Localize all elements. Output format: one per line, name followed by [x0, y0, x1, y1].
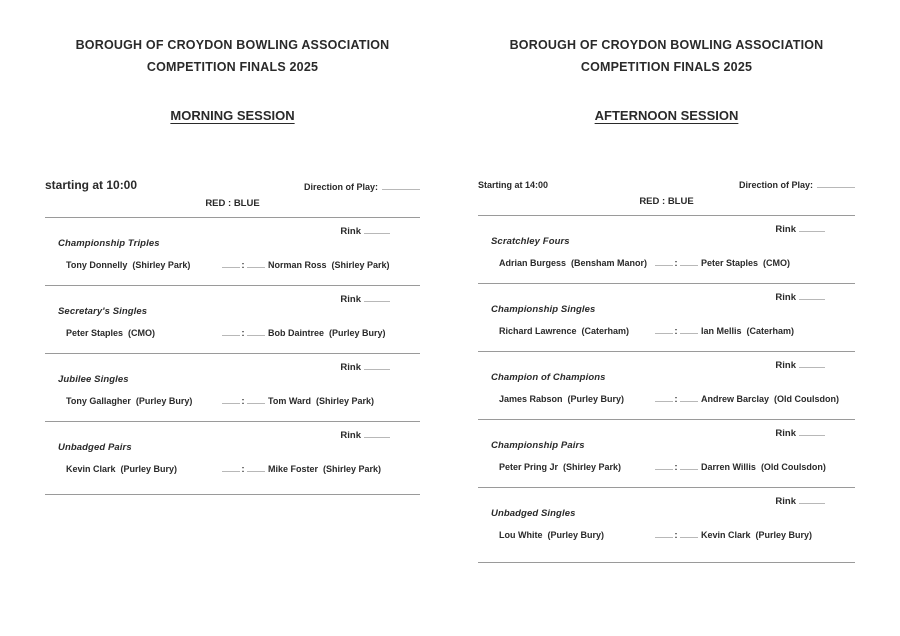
blue-score-fill-line: [680, 257, 698, 266]
rink-label: Rink: [775, 224, 796, 235]
score-entry: [218, 463, 268, 474]
red-player-name: Peter Pring Jr: [499, 462, 559, 472]
red-player-club: (Shirley Park): [563, 462, 622, 472]
red-player: [499, 258, 651, 268]
blue-player-club: (Old Coulsdon): [774, 394, 840, 404]
match-section: [45, 422, 420, 495]
red-score-fill-line: [655, 529, 673, 538]
rink-row: [478, 291, 855, 303]
rink-fill-line: [364, 293, 390, 302]
blue-player-name: Tom Ward: [268, 396, 311, 406]
starting-time: Starting at 14:00: [478, 180, 549, 190]
rink-label: Rink: [775, 428, 796, 439]
blue-player-club: (Purley Bury): [329, 328, 386, 338]
blue-player: [268, 396, 420, 406]
red-score-fill-line: [222, 327, 240, 336]
competition-name: Jubilee Singles: [58, 374, 129, 385]
red-score-fill-line: [655, 461, 673, 470]
score-colon: :: [674, 326, 678, 336]
blue-player: [701, 394, 855, 404]
direction-of-play: [739, 179, 855, 190]
direction-fill-line: [817, 179, 855, 188]
blue-score-fill-line: [247, 327, 265, 336]
score-header: RED : BLUE: [639, 196, 694, 207]
score-colon: :: [674, 258, 678, 268]
players-row: [478, 393, 855, 404]
blue-score-fill-line: [680, 529, 698, 538]
rink-row: [45, 225, 420, 237]
rink-fill-line: [364, 361, 390, 370]
red-score-fill-line: [222, 259, 240, 268]
red-player-name: Tony Donnelly: [66, 260, 128, 270]
rink-label: Rink: [340, 362, 361, 373]
page-title: [45, 34, 420, 78]
score-entry: [651, 529, 701, 540]
score-header: RED : BLUE: [205, 198, 260, 209]
blue-player: [701, 530, 855, 540]
blue-player: [701, 326, 855, 336]
rink-row: [478, 223, 855, 235]
competition-name: Unbadged Singles: [491, 508, 576, 519]
match-section: [478, 352, 855, 420]
red-player-club: (Purley Bury): [135, 396, 193, 406]
players-row: [478, 257, 855, 268]
red-player-name: Peter Staples: [66, 328, 124, 338]
blue-score-fill-line: [247, 463, 265, 472]
blue-player-club: (Shirley Park): [331, 260, 390, 270]
blue-player-club: (Purley Bury): [755, 530, 813, 540]
blue-score-fill-line: [680, 393, 698, 402]
blue-score-fill-line: [680, 325, 698, 334]
title-line2: COMPETITION FINALS 2025: [146, 60, 319, 74]
match-section: [478, 488, 855, 563]
blue-player-name: Darren Willis: [701, 462, 756, 472]
red-score-fill-line: [222, 463, 240, 472]
rink-row: [45, 429, 420, 441]
blue-player: [268, 260, 420, 270]
direction-of-play: [304, 181, 420, 192]
players-row: [478, 529, 855, 540]
rink-row: [478, 359, 855, 371]
red-player: [499, 530, 651, 540]
competition-name: Championship Singles: [491, 304, 596, 315]
red-player-club: (CMO): [128, 328, 156, 338]
rink-row: [45, 361, 420, 373]
blue-score-fill-line: [247, 395, 265, 404]
rink-fill-line: [799, 223, 825, 232]
score-colon: :: [241, 464, 245, 474]
red-player-name: Lou White: [499, 530, 543, 540]
session-info-row: [478, 179, 855, 190]
competition-name: Championship Pairs: [491, 440, 585, 451]
blue-player-club: (Caterham): [746, 326, 795, 336]
score-colon: :: [241, 260, 245, 270]
direction-label: Direction of Play:: [303, 182, 378, 192]
rink-row: [478, 427, 855, 439]
blue-score-fill-line: [680, 461, 698, 470]
score-colon: :: [674, 462, 678, 472]
blue-player-name: Ian Mellis: [701, 326, 742, 336]
blue-player-name: Norman Ross: [268, 260, 327, 270]
players-row: [478, 461, 855, 472]
competition-name: Championship Triples: [58, 238, 160, 249]
red-player-name: Adrian Burgess: [499, 258, 567, 268]
page-title: [478, 34, 855, 78]
score-colon: :: [241, 328, 245, 338]
score-entry: [651, 325, 701, 336]
red-player: [66, 260, 218, 270]
red-player: [66, 328, 218, 338]
blue-player-club: (Old Coulsdon): [760, 462, 826, 472]
red-player-name: Richard Lawrence: [499, 326, 577, 336]
competition-name: Champion of Champions: [491, 372, 606, 383]
starting-time: starting at 10:00: [45, 178, 138, 192]
players-row: [45, 395, 420, 406]
red-player: [66, 464, 218, 474]
blue-player-name: Mike Foster: [268, 464, 319, 474]
red-player-club: (Purley Bury): [567, 394, 625, 404]
direction-fill-line: [382, 181, 420, 190]
score-entry: [651, 393, 701, 404]
match-section: [45, 286, 420, 354]
match-section: [45, 218, 420, 286]
match-section: [45, 354, 420, 422]
title-line2: COMPETITION FINALS 2025: [580, 60, 753, 74]
blue-player-name: Kevin Clark: [701, 530, 751, 540]
competition-name: Scratchley Fours: [491, 236, 570, 247]
red-player: [499, 394, 651, 404]
blue-player: [268, 464, 420, 474]
rink-row: [45, 293, 420, 305]
red-score-fill-line: [222, 395, 240, 404]
red-player-club: (Bensham Manor): [571, 258, 648, 268]
rink-fill-line: [364, 429, 390, 438]
title-line1: BOROUGH OF CROYDON BOWLING ASSOCIATION: [509, 38, 824, 52]
red-score-fill-line: [655, 393, 673, 402]
match-section: [478, 420, 855, 488]
blue-player-name: Andrew Barclay: [701, 394, 770, 404]
score-colon: :: [241, 396, 245, 406]
rink-label: Rink: [340, 294, 361, 305]
rink-label: Rink: [775, 496, 796, 507]
red-score-fill-line: [655, 257, 673, 266]
blue-player-club: (Shirley Park): [316, 396, 375, 406]
blue-player: [701, 258, 855, 268]
blue-player-name: Bob Daintree: [268, 328, 325, 338]
score-colon: :: [674, 394, 678, 404]
blue-player-name: Peter Staples: [701, 258, 759, 268]
rink-row: [478, 495, 855, 507]
rink-label: Rink: [775, 360, 796, 371]
rink-label: Rink: [340, 226, 361, 237]
red-player: [499, 326, 651, 336]
session-heading: MORNING SESSION: [170, 108, 295, 123]
blue-score-fill-line: [247, 259, 265, 268]
red-player-name: James Rabson: [499, 394, 563, 404]
direction-label: Direction of Play:: [738, 180, 813, 190]
blue-player-club: (CMO): [763, 258, 791, 268]
players-row: [45, 327, 420, 338]
match-section: [478, 216, 855, 284]
red-player: [499, 462, 651, 472]
score-entry: [651, 257, 701, 268]
players-row: [45, 259, 420, 270]
score-entry: [218, 259, 268, 270]
players-row: [45, 463, 420, 474]
red-player-club: (Purley Bury): [547, 530, 605, 540]
rink-fill-line: [799, 427, 825, 436]
red-player-club: (Caterham): [581, 326, 630, 336]
rink-label: Rink: [775, 292, 796, 303]
score-entry: [218, 327, 268, 338]
players-row: [478, 325, 855, 336]
rink-fill-line: [799, 359, 825, 368]
red-player-name: Tony Gallagher: [66, 396, 131, 406]
competition-name: Secretary's Singles: [58, 306, 148, 317]
red-player: [66, 396, 218, 406]
competition-name: Unbadged Pairs: [58, 442, 132, 453]
rink-fill-line: [364, 225, 390, 234]
blue-player: [701, 462, 855, 472]
match-section: [478, 284, 855, 352]
session-info-row: [45, 178, 420, 192]
score-colon: :: [674, 530, 678, 540]
rink-label: Rink: [340, 430, 361, 441]
score-entry: [651, 461, 701, 472]
title-line1: BOROUGH OF CROYDON BOWLING ASSOCIATION: [75, 38, 390, 52]
rink-fill-line: [799, 291, 825, 300]
session-heading: AFTERNOON SESSION: [594, 108, 739, 123]
red-player-club: (Shirley Park): [132, 260, 191, 270]
red-player-name: Kevin Clark: [66, 464, 116, 474]
red-score-fill-line: [655, 325, 673, 334]
red-player-club: (Purley Bury): [120, 464, 178, 474]
rink-fill-line: [799, 495, 825, 504]
blue-player-club: (Shirley Park): [323, 464, 382, 474]
blue-player: [268, 328, 420, 338]
page-afternoon-session: [450, 0, 900, 636]
score-entry: [218, 395, 268, 406]
